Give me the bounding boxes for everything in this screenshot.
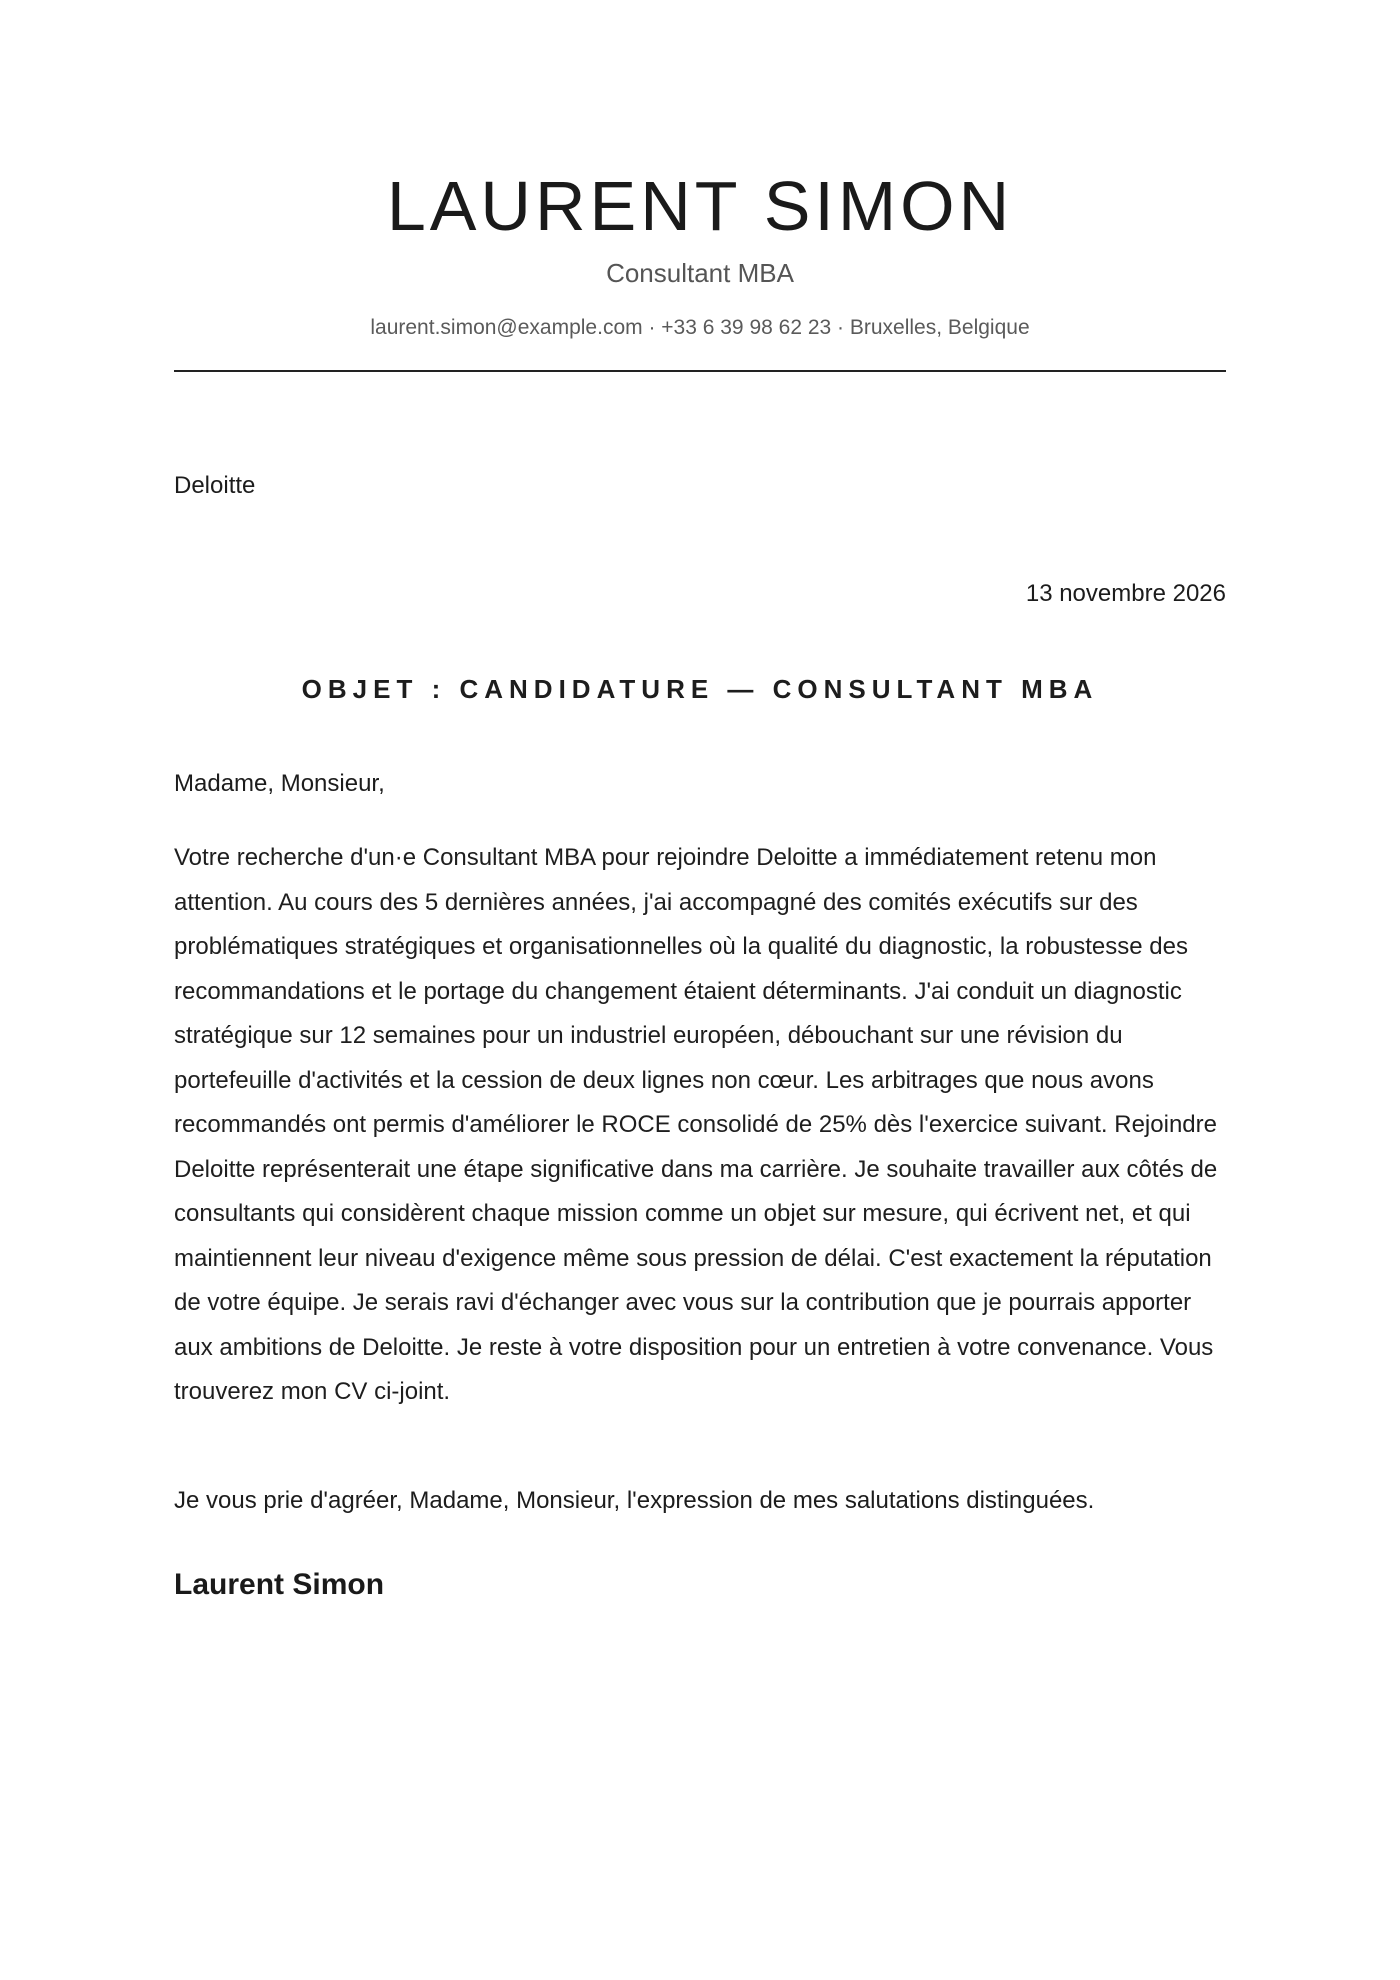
letter-subject: OBJET : CANDIDATURE — CONSULTANT MBA	[301, 674, 1099, 704]
signature: Laurent Simon	[174, 1567, 385, 1601]
letter-header	[174, 0, 1226, 342]
letter-date: 13 novembre 2026	[1025, 580, 1226, 607]
sender-contact-line: laurent.simon@example.com · +33 6 39 98 62 23 · Bruxelles, Belgique	[370, 316, 1030, 339]
recipient: Deloitte	[174, 472, 256, 499]
salutation: Madame, Monsieur,	[174, 770, 385, 797]
sender-name: LAURENT SIMON	[386, 167, 1014, 245]
sender-role: Consultant MBA	[606, 258, 794, 288]
header-divider	[174, 370, 1226, 372]
closing-formula: Je vous prie d'agréer, Madame, Monsieur, l'expression de mes salutations distinguées.	[174, 1486, 1095, 1514]
letter-body: Votre recherche d'un·e Consultant MBA pour rejoindre Deloitte a immédiatement retenu mon attention. Au cours des 5 dernières années, j'ai accompagné des comités exécutifs sur des problématiques stratégiques et organisationnelles où la qualité du diagnostic, la robustesse des recommandations et le portage du changement étaient déterminants. J'ai conduit un diagnostic stratégique sur 12 semaines pour un industriel européen, débouchant sur une révision du portefeuille d'activités et la cession de deux lignes non cœur. Les arbitrages que nous avons recommandés ont permis d'améliorer le ROCE consolidé de 25% dès l'exercice suivant. Rejoindre Deloitte représenterait une étape significative dans ma carrière. Je souhaite travailler aux côtés de consultants qui considèrent chaque mission comme un objet sur mesure, qui écrivent net, et qui maintiennent leur niveau d'exigence même sous pression de délai. C'est exactement la réputation de votre équipe. Je serais ravi d'échanger avec vous sur la contribution que je pourrais apporter aux ambitions de Deloitte. Je reste à votre disposition pour un entretien à votre convenance. Vous trouverez mon CV ci-joint.	[174, 844, 1218, 1405]
